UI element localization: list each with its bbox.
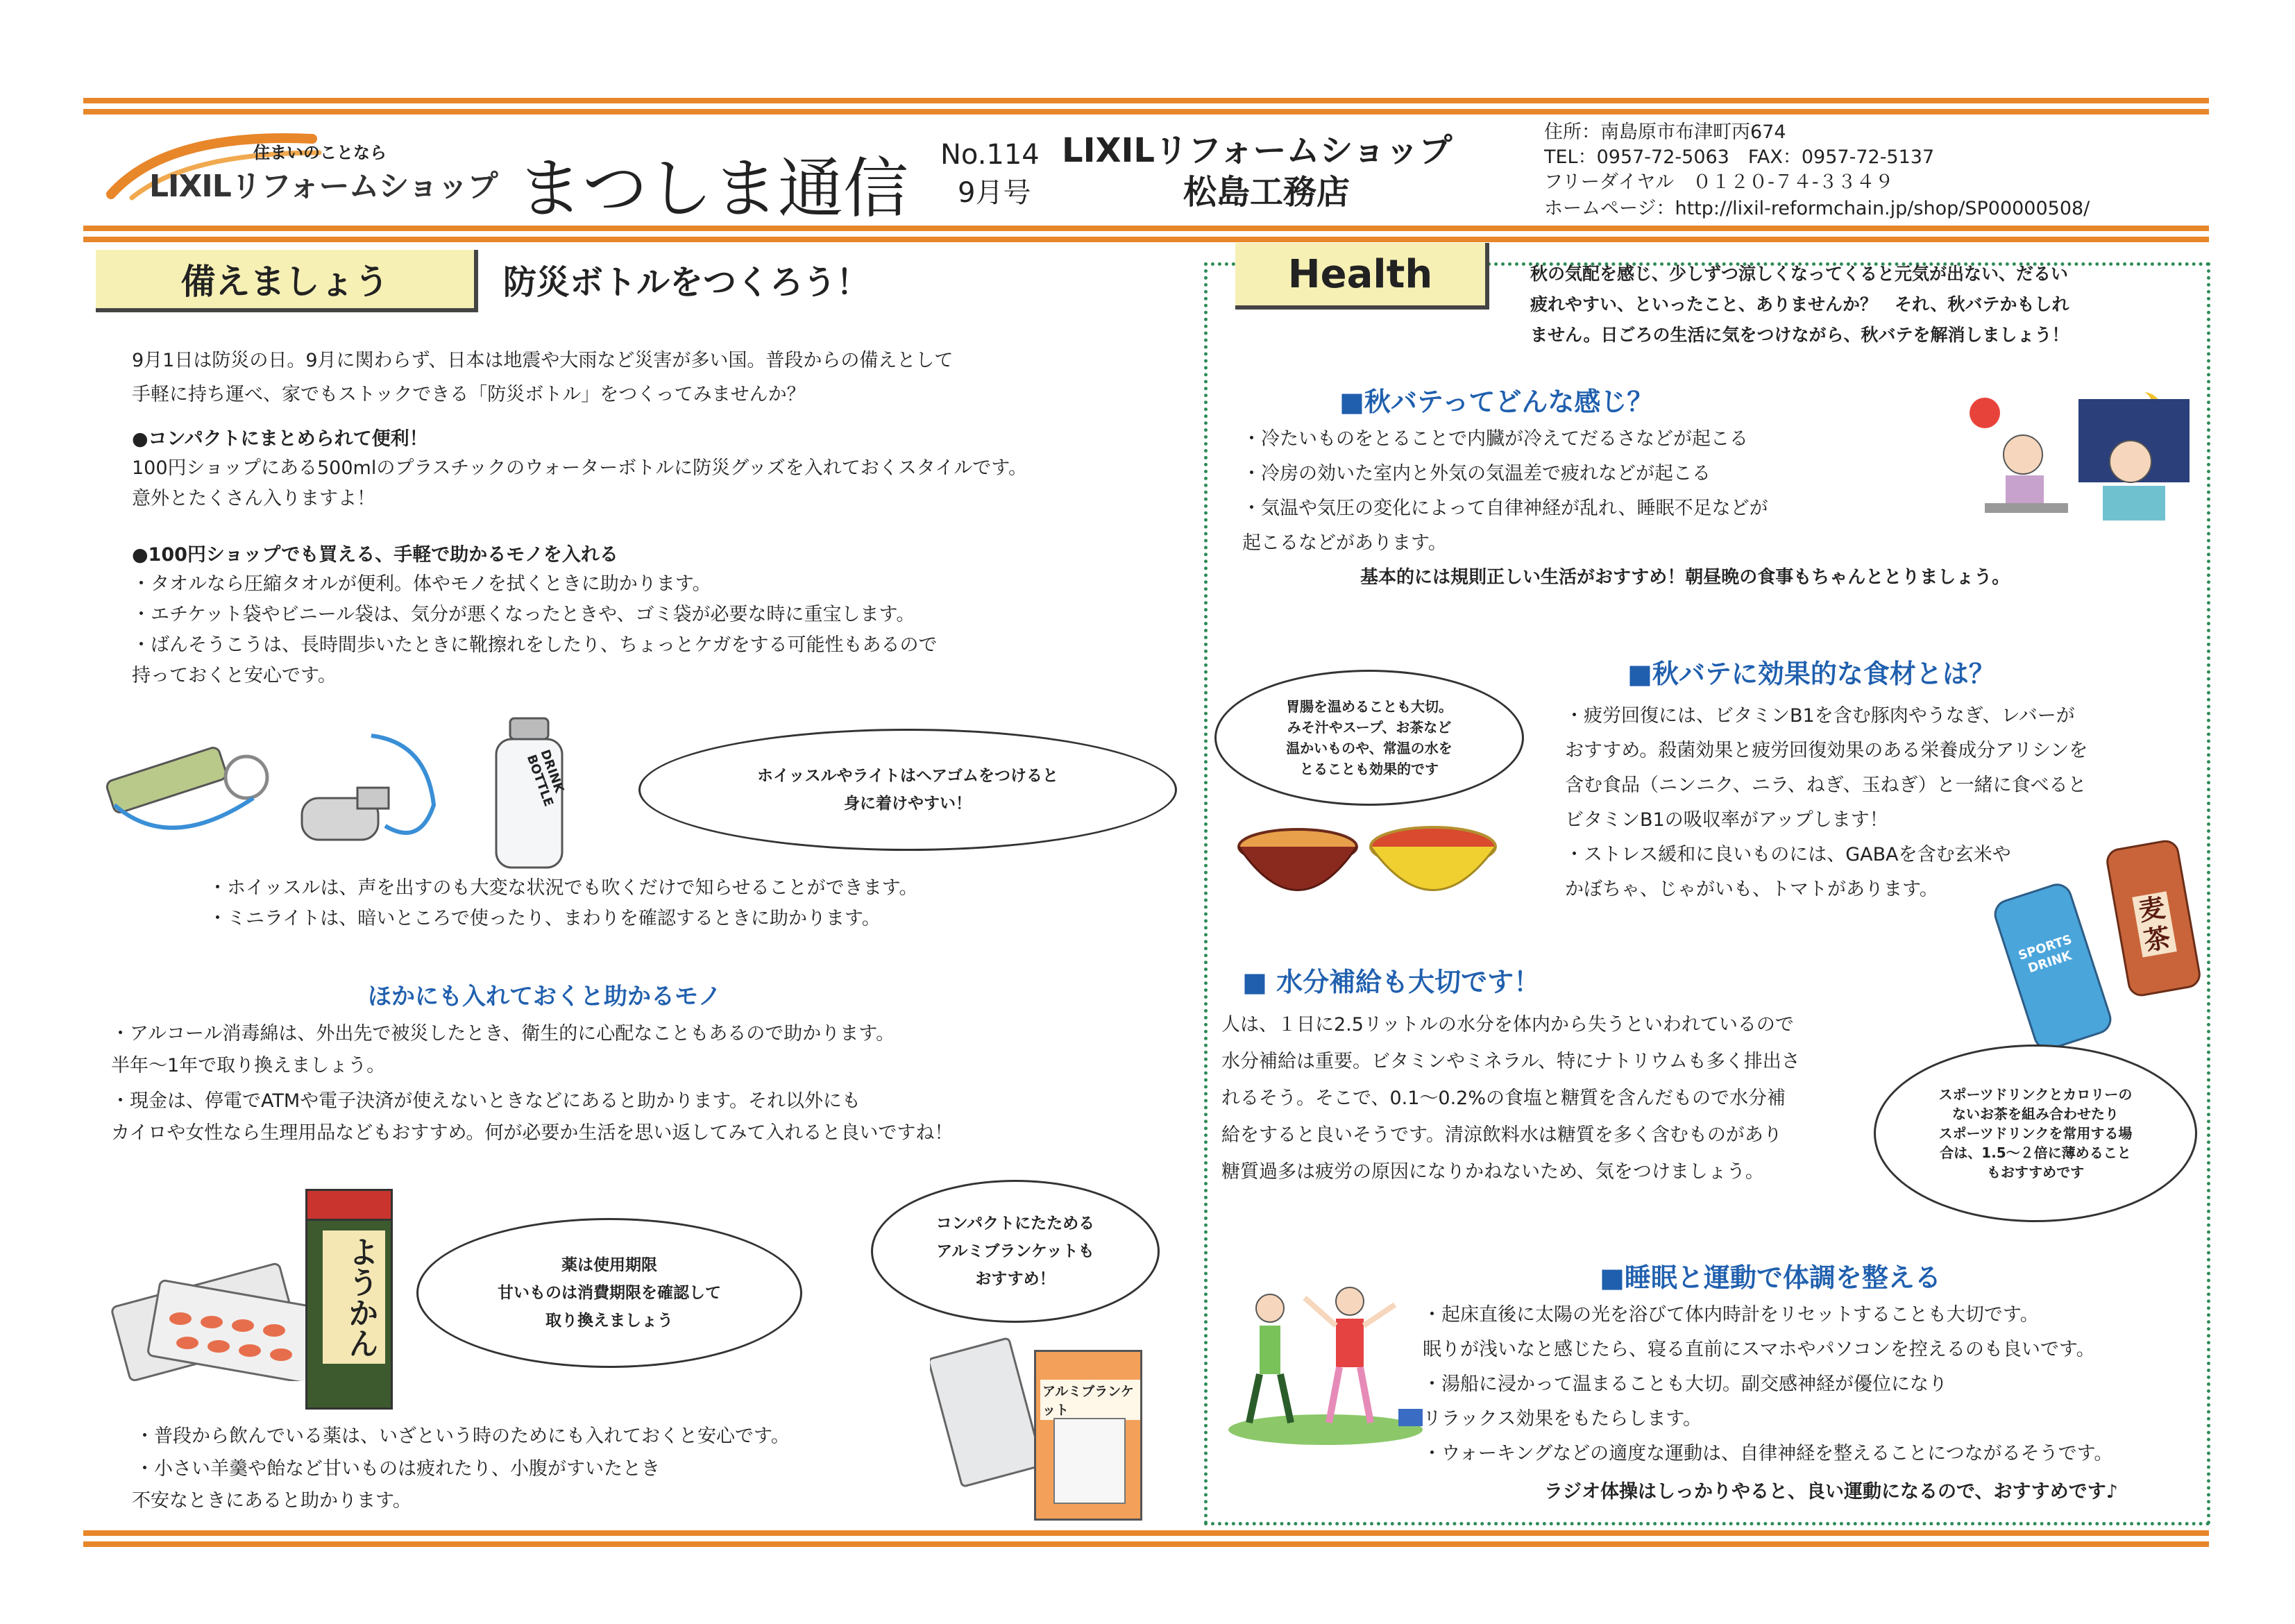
tip-bubble-expiry-line3: 取り換えましょう	[545, 1312, 673, 1330]
yokan-cap	[305, 1189, 393, 1221]
tip-bubble-hairband-line2: 身に着けやすい！	[843, 795, 972, 813]
left-intro-1: 9月1日は防災の日。9月に関わらず、日本は地震や大雨など災害が多い国。普段からの備えとして	[132, 350, 954, 371]
contact-tel: TEL：0957-72-5063 FAX：0957-72-5137	[1544, 146, 1935, 168]
other-items-2: 半年～1年で取り換えましょう。	[111, 1055, 386, 1076]
tip-bubble-blanket-line1: コンパクトにたためる	[935, 1215, 1095, 1233]
other-items-4: カイロや女性なら生理用品などもおすすめ。何が必要か生活を思い返してみて入れると良いですね！	[111, 1122, 954, 1144]
left-sub-heading: ほかにも入れておくと助かるモノ	[368, 983, 722, 1010]
issue-month: 9月号	[958, 177, 1031, 209]
hydration-body-5: 糖質過多は疲労の原因になりかねないため、気をつけましょう。	[1221, 1161, 1764, 1183]
bottom-stripe-1	[83, 1530, 2209, 1536]
folded-blanket-illustration	[930, 1333, 1048, 1492]
logo-text: LIXILリフォームショップ	[149, 169, 498, 204]
foods-body-3: 含む食品（ニンニク、ニラ、ねぎ、玉ねぎ）と一緒に食べると	[1565, 775, 2087, 796]
tip-bubble-drink-line3: スポーツドリンクを常用する場	[1938, 1125, 2133, 1142]
exercise-people-illustration	[1221, 1277, 1430, 1450]
foods-body-6: かぼちゃ、じゃがいも、トマトがあります。	[1565, 879, 1938, 900]
aki-bate-note: 基本的には規則正しい生活がおすすめ！朝昼晩の食事もちゃんととりましょう。	[1360, 567, 2010, 588]
tip-bubble-blanket	[871, 1180, 1160, 1323]
barley-tea-label: 麦茶	[2132, 891, 2177, 957]
bottom-note-1: ・普段から飲んでいる薬は、いざという時のためにも入れておくと安心です。	[135, 1426, 790, 1447]
left-section-heading: 防災ボトルをつくろう！	[503, 263, 870, 302]
tip-bubble-hairband	[638, 729, 1177, 851]
contact-freedial: フリーダイヤル ０１２０-７４-３３４９	[1544, 171, 1894, 193]
tip-bubble-drink-line5: もおすすめです	[1986, 1164, 2085, 1181]
tip-bubble-drink-line2: ないお茶を組み合わせたり	[1952, 1106, 2119, 1122]
tip-bubble-blanket-line2: アルミブランケットも	[936, 1242, 1094, 1260]
sleep-body-1: ・起床直後に太陽の光を浴びて体内時計をリセットすることも大切です。	[1423, 1304, 2039, 1326]
header	[0, 0, 2295, 229]
hydration-body-1: 人は、１日に2.5リットルの水分を体内から失うといわれているので	[1221, 1014, 1794, 1035]
page-title: まつしま通信	[517, 151, 909, 227]
bottom-note-2: ・小さい羊羹や飴など甘いものは疲れたり、小腹がすいたとき	[135, 1458, 660, 1480]
health-section-tab-label: Health	[1287, 251, 1433, 297]
foods-body-4: ビタミンB1の吸収率がアップします！	[1565, 809, 1888, 831]
tip-bubble-soup-line2: みそ汁やスープ、お茶など	[1287, 719, 1452, 736]
tired-person-illustration	[1957, 385, 2193, 531]
left-section-tab	[96, 250, 478, 312]
point2-body-1: ・タオルなら圧縮タオルが便利。体やモノを拭くときに助かります。	[132, 573, 711, 595]
point2-body-2: ・エチケット袋やビニール袋は、気分が悪くなったときや、ゴミ袋が必要な時に重宝します。	[132, 604, 915, 625]
heading-aki-bate: ■秋バテってどんな感じ？	[1339, 387, 1654, 417]
hydration-body-2: 水分補給は重要。ビタミンやミネラル、特にナトリウムも多く排出さ	[1221, 1051, 1800, 1072]
tip-bubble-soup-line1: 胃腸を温めることも大切。	[1286, 698, 1453, 715]
aluminum-blanket-label: アルミブランケット	[1040, 1380, 1140, 1420]
header-stripe-2	[83, 237, 2209, 242]
company-branch: 松島工務店	[1183, 173, 1350, 212]
hydration-body-3: れるそう。そこで、0.1～0.2%の食塩と糖質を含んだもので水分補	[1221, 1088, 1786, 1109]
sleep-body-3: ・湯船に浸かって温まることも大切。副交感神経が優位になり	[1423, 1373, 1947, 1395]
logo-tagline: 住まいのことなら	[253, 143, 387, 162]
sleep-body-2: 眠りが浅いなと感じたら、寝る直前にスマホやパソコンを控えるのも良いです。	[1423, 1339, 2095, 1360]
yokan-label: ようかん	[323, 1230, 385, 1364]
bottom-stripe-2	[83, 1541, 2209, 1547]
tip-bubble-blanket-line3: おすすめ！	[975, 1270, 1056, 1288]
heading-hydration: ■ 水分補給も大切です！	[1242, 967, 1541, 997]
tip-bubble-expiry	[416, 1218, 802, 1368]
sleep-body-4: リラックス効果をもたらします。	[1423, 1408, 1702, 1430]
contact-address: 住所：南島原市布津町丙674	[1544, 121, 1786, 143]
aki-bate-body-3: ・気温や気圧の変化によって自律神経が乱れ、睡眠不足などが	[1242, 498, 1768, 519]
left-intro-2: 手軽に持ち運べ、家でもストックできる「防災ボトル」をつくってみませんか？	[132, 384, 806, 405]
aluminum-blanket-package	[1034, 1350, 1142, 1521]
point1-body-2: 意外とたくさん入りますよ！	[132, 488, 375, 509]
point2-body-4: 持っておくと安心です。	[132, 665, 337, 686]
other-items-1: ・アルコール消毒綿は、外出先で被災したとき、衛生的に心配なこともあるので助かります。	[111, 1023, 895, 1044]
aki-bate-body-1: ・冷たいものをとることで内臓が冷えてだるさなどが起こる	[1242, 428, 1748, 450]
foods-body-2: おすすめ。殺菌効果と疲労回復効果のある栄養成分アリシンを	[1565, 740, 2088, 761]
aki-bate-body-4: 起こるなどがあります。	[1242, 532, 1447, 554]
point2-body-3: ・ばんそうこうは、長時間歩いたときに靴擦れをしたり、ちょっとケガをする可能性もあるので	[132, 634, 938, 656]
drink-bottle-label: DRINK BOTTLE	[523, 747, 567, 809]
whistle-note-2: ・ミニライトは、暗いところで使ったり、まわりを確認するときに助かります。	[208, 908, 881, 929]
health-section-tab	[1235, 243, 1489, 310]
tip-bubble-soup	[1214, 670, 1524, 806]
other-items-3: ・現金は、停電でATMや電子決済が使えないときなどにあると助かります。それ以外にも	[111, 1090, 861, 1112]
tip-bubble-soup-line3: 温かいものや、常温の水を	[1286, 740, 1453, 756]
tip-bubble-expiry-line1: 薬は使用期限	[561, 1256, 657, 1274]
company-name: LIXILリフォームショップ	[1062, 131, 1453, 170]
aki-bate-body-2: ・冷房の効いた室内と外気の気温差で疲れなどが起こる	[1242, 463, 1711, 484]
blanket-figure	[1053, 1418, 1126, 1504]
health-intro-2: 疲れやすい、といったこと、ありませんか？ それ、秋バテかもしれ	[1530, 294, 2069, 314]
left-section-tab-label: 備えましょう	[180, 262, 389, 302]
heading-sleep-exercise: ■睡眠と運動で体調を整える	[1600, 1262, 1941, 1293]
tip-bubble-drink	[1874, 1044, 2197, 1222]
bottom-note-3: 不安なときにあると助かります。	[132, 1490, 412, 1512]
point2-title: ●100円ショップでも買える、手軽で助かるモノを入れる	[132, 544, 618, 566]
sleep-note: ラジオ体操はしっかりやると、良い運動になるので、おすすめです♪	[1544, 1481, 2118, 1503]
foods-body-5: ・ストレス緩和に良いものには、GABAを含む玄米や	[1565, 844, 2011, 865]
tip-bubble-hairband-line1: ホイッスルやライトはヘアゴムをつけると	[756, 767, 1058, 785]
tip-bubble-soup-line4: とることも効果的です	[1300, 761, 1439, 777]
whistle-note-1: ・ホイッスルは、声を出すのも大変な状況でも吹くだけで知らせることができます。	[208, 877, 918, 899]
tip-bubble-drink-line1: スポーツドリンクとカロリーの	[1938, 1086, 2133, 1103]
whistle-illustration	[288, 722, 448, 861]
sports-drink-label: SPORTS DRINK	[2016, 932, 2074, 976]
yokan-package	[305, 1211, 393, 1410]
mini-light-illustration	[101, 722, 281, 854]
hydration-body-4: 給をすると良いそうです。清涼飲料水は糖質を多く含むものがあり	[1221, 1124, 1782, 1146]
point1-title: ●コンパクトにまとめられて便利！	[132, 428, 428, 450]
foods-body-1: ・疲労回復には、ビタミンB1を含む豚肉やうなぎ、レバーが	[1565, 705, 2075, 727]
tip-bubble-expiry-line2: 甘いものは消費期限を確認して	[498, 1284, 721, 1302]
health-intro-3: ません。日ごろの生活に気をつけながら、秋バテを解消しましょう！	[1530, 325, 2069, 345]
heading-foods: ■秋バテに効果的な食材とは？	[1627, 659, 1995, 689]
soup-bowls-illustration	[1232, 815, 1502, 913]
point1-body-1: 100円ショップにある500mlのプラスチックのウォーターボトルに防災グッズを入れておくスタイルです。	[132, 457, 1028, 479]
tip-bubble-drink-line4: 合は、1.5～２倍に薄めること	[1940, 1144, 2131, 1161]
contact-homepage-link[interactable]: ホームページ：http://lixil-reformchain.jp/shop/SP00000508/	[1544, 198, 2090, 219]
sleep-body-5: ・ウォーキングなどの適度な運動は、自律神経を整えることにつながるそうです。	[1423, 1443, 2113, 1464]
issue-number: No.114	[940, 139, 1040, 171]
health-intro-1: 秋の気配を感じ、少しずつ涼しくなってくると元気が出ない、だるい	[1530, 264, 2069, 284]
